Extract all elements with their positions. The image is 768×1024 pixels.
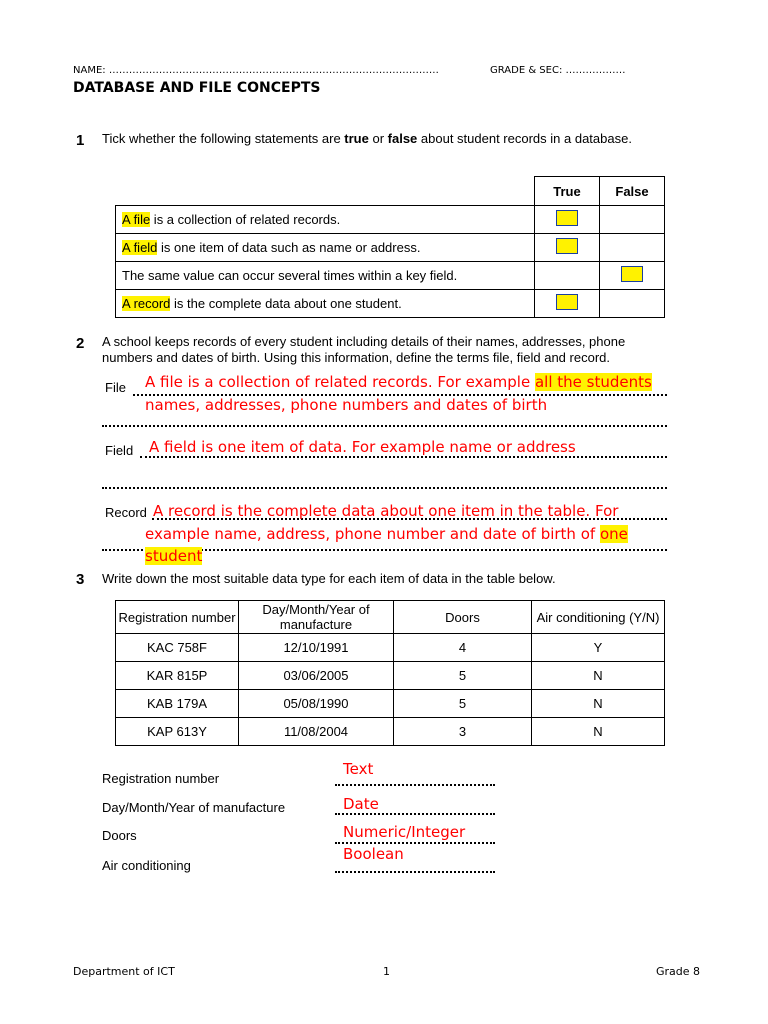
q1-col-true: True [535, 177, 600, 206]
q3-header: Air conditioning (Y/N) [532, 601, 665, 634]
q1-row: The same value can occur several times within a key field. [116, 262, 665, 290]
q2-number: 2 [76, 335, 85, 352]
record-label: Record [105, 505, 147, 520]
q1-row: A field is one item of data such as name or address. [116, 234, 665, 262]
record-answer-line1: A record is the complete data about one item in the table. For [153, 502, 619, 520]
file-label: File [105, 380, 126, 395]
false-tick-cell[interactable] [600, 234, 665, 262]
answer-line [140, 456, 667, 458]
page-title: DATABASE AND FILE CONCEPTS [73, 80, 321, 96]
true-tick-box[interactable] [556, 294, 578, 310]
grade-sec-label: GRADE & SEC: ……………… [490, 65, 626, 76]
q3-header: Registration number [116, 601, 239, 634]
footer-grade: Grade 8 [656, 965, 701, 978]
table-row: KAC 758F 12/10/1991 4 Y [116, 634, 665, 662]
answer-line [102, 487, 667, 489]
footer-page-number: 1 [383, 965, 390, 978]
answer-text: Boolean [343, 845, 404, 863]
footer-department: Department of ICT [73, 965, 175, 978]
true-tick-cell[interactable] [535, 262, 600, 290]
name-field-label: NAME: ……………………………………………………………………………………… [73, 65, 439, 76]
record-answer-line3: student [145, 547, 203, 565]
false-tick-cell[interactable] [600, 290, 665, 318]
false-tick-box[interactable] [621, 266, 643, 282]
true-tick-box[interactable] [556, 238, 578, 254]
field-answer: A field is one item of data. For example name or address [149, 438, 576, 456]
answer-line [335, 813, 495, 815]
answer-label: Air conditioning [102, 858, 191, 873]
file-answer-line2: names, addresses, phone numbers and dates of birth [145, 396, 548, 414]
answer-line [335, 784, 495, 786]
q1-table [115, 176, 665, 318]
answer-label: Registration number [102, 771, 220, 786]
q3-table [115, 600, 665, 746]
q1-col-false: False [600, 177, 665, 206]
answer-text: Date [343, 795, 379, 813]
answer-label: Day/Month/Year of manufacture [102, 800, 286, 815]
answer-text: Numeric/Integer [343, 823, 466, 841]
file-answer-line1: A file is a collection of related records. For example all the students [145, 373, 652, 391]
q3-header: Day/Month/Year of manufacture [239, 601, 394, 634]
table-row: KAR 815P 03/06/2005 5 N [116, 662, 665, 690]
q3-header: Doors [394, 601, 532, 634]
answer-line [335, 871, 495, 873]
answer-line [335, 842, 495, 844]
q2-text: A school keeps records of every student including details of their names, addresses, phone numbers and dates of birth. Using this information, define the terms file, field and record. [102, 334, 626, 365]
table-row: KAB 179A 05/08/1990 5 N [116, 690, 665, 718]
record-answer-line2: example name, address, phone number and date of birth of one [145, 525, 628, 543]
answer-text: Text [343, 760, 374, 778]
q3-number: 3 [76, 571, 85, 588]
q1-number: 1 [76, 132, 85, 149]
q3-text: Write down the most suitable data type for each item of data in the table below. [102, 571, 556, 586]
q1-row: A record is the complete data about one student. [116, 290, 665, 318]
answer-label: Doors [102, 828, 137, 843]
table-row: KAP 613Y 11/08/2004 3 N [116, 718, 665, 746]
q1-text: Tick whether the following statements are true or false about student records in a database. [102, 131, 632, 146]
false-tick-cell[interactable] [600, 206, 665, 234]
q1-row: A file is a collection of related records. [116, 206, 665, 234]
true-tick-box[interactable] [556, 210, 578, 226]
answer-line [102, 425, 667, 427]
field-label: Field [105, 443, 134, 458]
